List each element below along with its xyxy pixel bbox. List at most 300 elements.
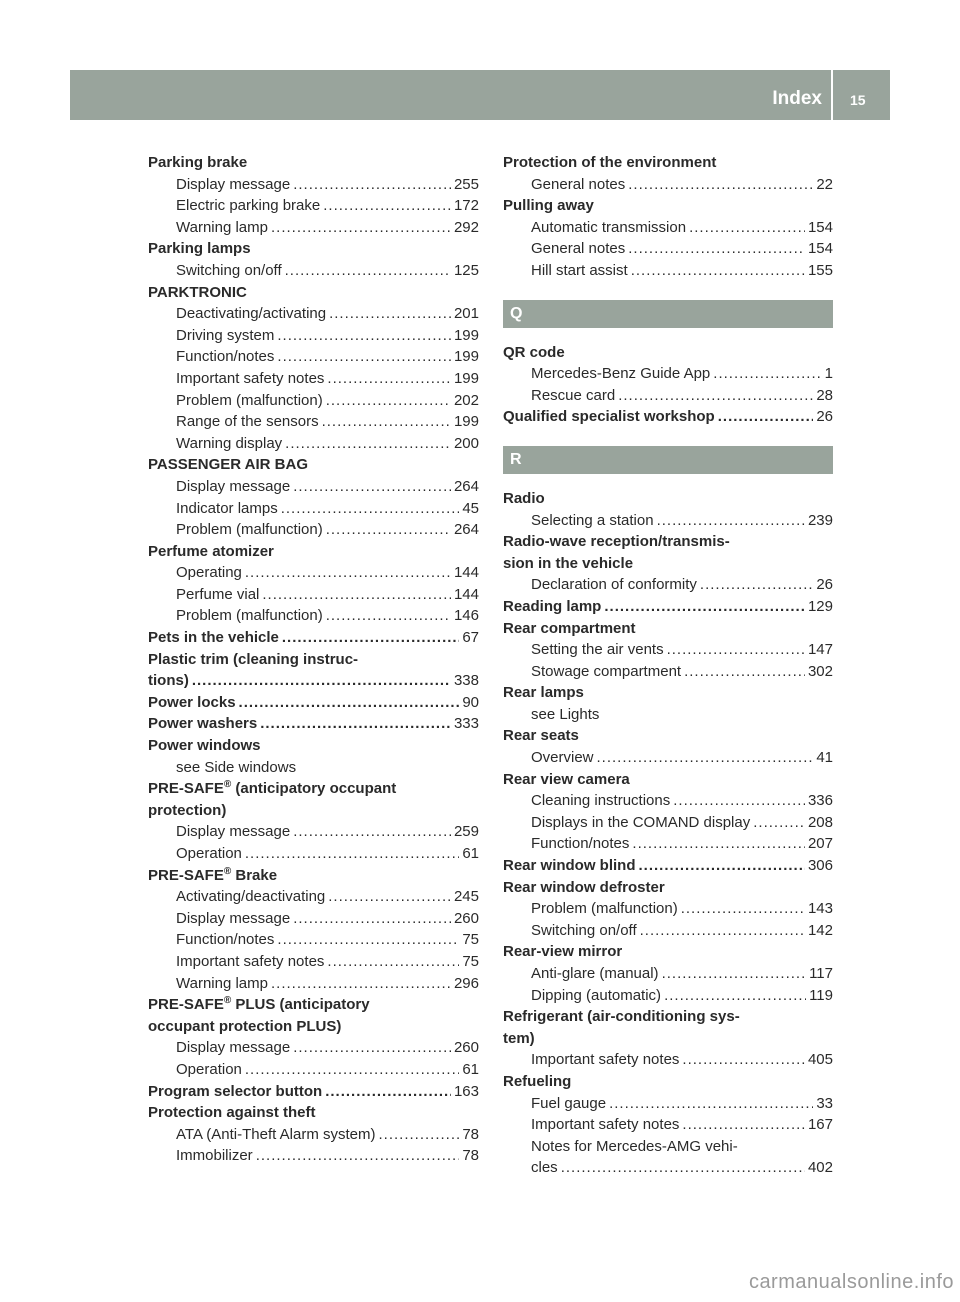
entry-text: Rear seats <box>503 727 579 745</box>
index-entry <box>503 1071 833 1093</box>
entry-label <box>148 802 226 819</box>
entry-label <box>176 1059 242 1081</box>
entry-text: tem) <box>503 1029 535 1047</box>
dot-leader <box>632 833 805 855</box>
page-ref: 338 <box>453 672 479 690</box>
entry-text: PRE-SAFE <box>148 780 224 798</box>
page-ref: 45 <box>462 499 479 517</box>
dot-leader <box>631 260 805 282</box>
entry-text: Perfume atomizer <box>148 542 274 560</box>
entry-label <box>176 1037 290 1059</box>
index-subentry <box>148 390 479 412</box>
entry-label <box>531 1138 738 1155</box>
entry-label <box>503 555 633 572</box>
entry-label <box>503 344 565 361</box>
page-ref: 208 <box>807 813 833 831</box>
page-ref: 61 <box>462 845 479 862</box>
entry-text: Protection of the environment <box>503 154 717 171</box>
index-subentry <box>503 1049 833 1071</box>
entry-text: Notes for Mercedes-AMG vehi- <box>531 1137 738 1155</box>
dot-leader <box>700 574 813 596</box>
entry-text: Driving system <box>176 326 275 344</box>
dot-leader <box>664 985 806 1007</box>
entry-text: General notes <box>531 240 626 258</box>
entry-label <box>176 390 323 412</box>
page-ref: 33 <box>816 1094 833 1112</box>
dot-leader <box>277 325 451 347</box>
entry-label <box>176 886 325 908</box>
page-ref: 199 <box>453 326 479 344</box>
page-ref: 245 <box>453 888 479 906</box>
page-ref: 146 <box>453 607 479 625</box>
entry-label <box>531 260 628 282</box>
index-subentry <box>148 217 479 239</box>
dot-leader <box>323 195 451 217</box>
entry-label <box>176 433 282 455</box>
index-subentry <box>503 747 833 769</box>
page-ref: 142 <box>807 921 833 939</box>
entry-text: Fuel gauge <box>531 1094 607 1112</box>
entry-text: Refrigerant (air-conditioning sys- <box>503 1008 740 1026</box>
entry-text: occupant protection PLUS) <box>148 1017 342 1035</box>
entry-text: Qualified specialist workshop <box>503 408 715 426</box>
entry-text: Rear window defroster <box>503 878 665 896</box>
dot-leader <box>667 639 805 661</box>
index-subentry <box>148 757 479 779</box>
entry-label <box>176 195 320 217</box>
index-entry <box>148 238 479 260</box>
page-ref: 41 <box>816 749 833 767</box>
entry-label <box>503 1030 535 1047</box>
entry-label <box>176 821 290 843</box>
entry-label <box>531 1049 679 1071</box>
entry-text: Function/notes <box>176 931 275 949</box>
entry-label <box>148 154 247 171</box>
entry-text: Pulling away <box>503 197 594 215</box>
dot-leader <box>293 908 451 930</box>
dot-leader <box>639 855 805 877</box>
entry-text: Displays in the COMAND display <box>531 813 751 831</box>
dot-leader <box>378 1124 459 1146</box>
index-subentry <box>503 963 833 985</box>
entry-label <box>148 670 189 692</box>
index-entry <box>148 778 479 800</box>
index-entry <box>148 152 479 174</box>
entry-text: Hill start assist <box>531 261 628 279</box>
dot-leader <box>618 385 813 407</box>
page-ref: 306 <box>807 857 833 875</box>
index-subentry <box>148 1037 479 1059</box>
entry-text: Warning display <box>176 434 283 452</box>
entry-label <box>176 562 242 584</box>
entry-text: ATA (Anti-Theft Alarm system) <box>176 1125 376 1143</box>
page-ref: 67 <box>462 629 479 647</box>
entry-text: Refueling <box>503 1072 572 1090</box>
dot-leader <box>239 692 460 714</box>
entry-text: Display message <box>176 175 291 193</box>
entry-text: Activating/deactivating <box>176 888 326 906</box>
index-entry <box>503 877 833 899</box>
entry-text: Function/notes <box>531 835 630 853</box>
index-subentry <box>503 920 833 942</box>
page-ref: 201 <box>453 305 479 323</box>
entry-label <box>531 238 625 260</box>
dot-leader <box>271 217 451 239</box>
index-entry <box>503 152 833 174</box>
entry-text: Anti-glare (manual) <box>531 965 659 982</box>
page-ref: 202 <box>453 391 479 409</box>
page-ref: 199 <box>453 348 479 366</box>
dot-leader <box>271 973 451 995</box>
entry-label <box>531 985 661 1007</box>
entry-text: PRE-SAFE <box>148 996 224 1014</box>
entry-text: Switching on/off <box>531 921 637 939</box>
entry-label <box>176 843 242 865</box>
index-subentry <box>503 260 833 282</box>
entry-text: Function/notes <box>176 348 275 366</box>
entry-label <box>148 240 251 257</box>
entry-text: Rescue card <box>531 386 616 404</box>
index-subentry <box>503 217 833 239</box>
entry-text: Display message <box>176 1039 291 1057</box>
entry-label <box>503 771 630 788</box>
header-separator <box>831 70 833 120</box>
dot-leader <box>326 519 451 541</box>
page-ref: 143 <box>807 900 833 918</box>
dot-leader <box>245 562 451 584</box>
entry-label <box>503 197 594 214</box>
page-ref: 22 <box>816 175 833 193</box>
dot-leader <box>673 790 805 812</box>
entry-text: Rear window blind <box>503 857 636 875</box>
entry-text: Setting the air vents <box>531 641 664 659</box>
page-ref: 125 <box>453 261 479 279</box>
dot-leader <box>245 843 459 865</box>
entry-text: Rear compartment <box>503 619 636 637</box>
registered-mark: ® <box>223 995 232 1007</box>
index-subentry <box>503 661 833 683</box>
entry-text: Important safety notes <box>176 952 325 970</box>
entry-label <box>148 1018 341 1035</box>
entry-text: Stowage compartment <box>531 662 682 680</box>
entry-text: Power washers <box>148 715 258 733</box>
entry-label <box>531 385 615 407</box>
page-ref: 28 <box>816 386 833 404</box>
entry-text: Important safety notes <box>531 1051 680 1069</box>
page-ref: 264 <box>453 521 479 539</box>
index-entry <box>503 682 833 704</box>
page-ref: 78 <box>462 1147 479 1165</box>
index-subentry <box>148 973 479 995</box>
page-ref: 147 <box>807 641 833 659</box>
dot-leader <box>262 584 451 606</box>
registered-mark: ® <box>223 779 232 791</box>
index-entry <box>503 1028 833 1050</box>
index-subentry <box>148 584 479 606</box>
index-subentry <box>503 812 833 834</box>
page-ref: 154 <box>807 240 833 258</box>
dot-leader <box>628 238 805 260</box>
index-subentry <box>148 1124 479 1146</box>
entry-label <box>531 639 664 661</box>
dot-leader <box>322 411 451 433</box>
index-subentry <box>503 574 833 596</box>
index-subentry <box>503 898 833 920</box>
index-entry <box>148 454 479 476</box>
index-entry <box>503 553 833 575</box>
entry-label <box>531 1093 606 1115</box>
entry-text: Program selector button <box>148 1082 323 1100</box>
index-subentry <box>503 1093 833 1115</box>
entry-label <box>503 490 545 507</box>
entry-label <box>531 790 670 812</box>
index-entry <box>503 488 833 510</box>
page-ref: 61 <box>462 1060 479 1078</box>
page-ref: 302 <box>807 662 833 680</box>
index-subentry <box>148 195 479 217</box>
index-entry <box>503 725 833 747</box>
entry-label <box>531 1114 679 1136</box>
dot-leader <box>285 260 451 282</box>
page-ref: 26 <box>816 408 833 426</box>
entry-label <box>176 411 319 433</box>
page-ref: 119 <box>809 986 833 1004</box>
page-ref: 260 <box>453 909 479 927</box>
index-subentry <box>503 790 833 812</box>
entry-label <box>148 996 370 1013</box>
index-entry <box>148 1102 479 1124</box>
index-entry <box>148 692 479 714</box>
page-ref: 75 <box>462 952 479 970</box>
dot-leader <box>662 963 807 985</box>
entry-text: Parking lamps <box>148 240 251 258</box>
entry-text: Switching on/off <box>176 261 282 279</box>
entry-text: Rear-view mirror <box>503 943 623 961</box>
index-subentry <box>503 385 833 407</box>
dot-leader <box>561 1157 805 1179</box>
dot-leader <box>260 713 451 735</box>
dot-leader <box>628 174 813 196</box>
entry-label <box>176 260 282 282</box>
entry-text-continued: (anticipatory occupant <box>231 780 397 798</box>
entry-label <box>503 684 584 701</box>
registered-mark: ® <box>223 865 232 877</box>
entry-text: Operation <box>176 845 242 862</box>
index-subentry <box>148 1059 479 1081</box>
index-entry <box>503 406 833 428</box>
index-entry <box>503 618 833 640</box>
entry-label <box>148 627 279 649</box>
entry-label <box>176 174 290 196</box>
index-subentry <box>503 238 833 260</box>
entry-label <box>531 574 697 596</box>
entry-label <box>148 1081 322 1103</box>
page-ref: 260 <box>453 1039 479 1057</box>
page-ref: 292 <box>453 218 479 236</box>
index-entry <box>503 195 833 217</box>
index-entry <box>503 531 833 553</box>
page-ref: 402 <box>807 1159 833 1177</box>
index-subentry <box>503 1114 833 1136</box>
entry-text: Deactivating/activating <box>176 305 327 323</box>
entry-label <box>148 737 261 754</box>
entry-text: Selecting a station <box>531 511 654 529</box>
index-subentry <box>148 605 479 627</box>
entry-text: Display message <box>176 909 291 927</box>
entry-text: Protection against theft <box>148 1104 316 1122</box>
entry-text: QR code <box>503 343 565 361</box>
page-ref: 207 <box>807 835 833 853</box>
entry-text: see Side windows <box>176 758 297 776</box>
page-ref: 144 <box>453 585 479 603</box>
entry-text: Important safety notes <box>531 1116 680 1134</box>
entry-text: Rear view camera <box>503 770 630 788</box>
index-entry <box>148 627 479 649</box>
entry-text: Important safety notes <box>176 369 325 387</box>
entry-text: see Lights <box>531 705 600 723</box>
dot-leader <box>604 596 805 618</box>
entry-text: General notes <box>531 175 626 193</box>
dot-leader <box>597 747 814 769</box>
entry-text: Cleaning instructions <box>531 792 671 810</box>
entry-text: Parking brake <box>148 154 248 171</box>
index-subentry <box>148 908 479 930</box>
entry-text: Declaration of conformity <box>531 576 697 594</box>
entry-label <box>148 543 274 560</box>
dot-leader <box>328 886 451 908</box>
index-subentry <box>148 951 479 973</box>
entry-label <box>176 368 324 390</box>
entry-text: Indicator lamps <box>176 499 278 517</box>
entry-label <box>531 898 678 920</box>
index-subentry <box>503 985 833 1007</box>
entry-text: tions) <box>148 672 189 690</box>
entry-text: Immobilizer <box>176 1147 253 1165</box>
entry-text: Radio <box>503 489 545 507</box>
entry-label <box>503 727 579 744</box>
entry-label <box>148 780 396 797</box>
entry-label <box>176 346 274 368</box>
dot-leader <box>325 1081 451 1103</box>
index-subentry <box>148 174 479 196</box>
page-ref: 163 <box>453 1082 479 1100</box>
dot-leader <box>327 951 459 973</box>
entry-label <box>531 920 637 942</box>
dot-leader <box>326 390 451 412</box>
dot-leader <box>682 1049 805 1071</box>
entry-label <box>531 363 710 385</box>
entry-label <box>531 1157 558 1179</box>
entry-label <box>531 706 599 723</box>
entry-label <box>148 651 358 668</box>
dot-leader <box>329 303 451 325</box>
entry-label <box>503 596 601 618</box>
index-entry <box>148 713 479 735</box>
index-subentry <box>503 1136 833 1158</box>
entry-label <box>503 855 636 877</box>
page-ref: 167 <box>807 1116 833 1134</box>
dot-leader <box>609 1093 813 1115</box>
entry-text: PRE-SAFE <box>148 866 224 884</box>
entry-text: Display message <box>176 823 291 841</box>
page-ref: 155 <box>807 261 833 279</box>
index-entry <box>148 649 479 671</box>
index-entry <box>148 865 479 887</box>
entry-text: Plastic trim (cleaning instruc- <box>148 650 359 668</box>
page-ref: 154 <box>807 218 833 236</box>
page-ref: 75 <box>462 931 479 949</box>
index-entry <box>148 800 479 822</box>
index-subentry <box>148 476 479 498</box>
entry-label <box>176 303 326 325</box>
dot-leader <box>657 510 805 532</box>
entry-text: Pets in the vehicle <box>148 629 279 647</box>
page-ref: 200 <box>453 434 479 452</box>
index-subentry <box>148 303 479 325</box>
page-ref: 90 <box>462 693 479 711</box>
entry-label <box>176 1145 253 1167</box>
section-letter-r: R <box>503 446 833 474</box>
dot-leader <box>293 1037 451 1059</box>
entry-label <box>531 963 659 985</box>
entry-label <box>503 154 716 171</box>
entry-text: Display message <box>176 477 291 495</box>
entry-text: Reading lamp <box>503 597 602 615</box>
index-subentry <box>148 519 479 541</box>
dot-leader <box>753 812 805 834</box>
entry-label <box>531 661 681 683</box>
index-entry <box>503 342 833 364</box>
entry-label <box>531 217 686 239</box>
index-subentry <box>148 498 479 520</box>
entry-text: Dipping (automatic) <box>531 986 662 1004</box>
index-subentry <box>148 346 479 368</box>
page-number: 15 <box>850 92 866 108</box>
entry-text: Problem (malfunction) <box>176 391 323 409</box>
index-entry <box>503 596 833 618</box>
entry-label <box>176 973 268 995</box>
entry-label <box>503 1073 571 1090</box>
entry-label <box>148 713 257 735</box>
index-subentry <box>503 1157 833 1179</box>
entry-label <box>503 406 715 428</box>
dot-leader <box>281 498 460 520</box>
index-subentry <box>503 174 833 196</box>
entry-label <box>148 867 277 884</box>
entry-text: Rear lamps <box>503 684 584 702</box>
entry-text-continued: Brake <box>231 866 278 884</box>
dot-leader <box>256 1145 460 1167</box>
entry-text: Perfume vial <box>176 585 260 603</box>
index-entry <box>503 769 833 791</box>
entry-label <box>503 879 665 896</box>
entry-label <box>531 747 594 769</box>
dot-leader <box>718 406 814 428</box>
entry-label <box>503 533 730 550</box>
index-entry <box>503 1006 833 1028</box>
index-entry <box>148 282 479 304</box>
index-subentry <box>503 363 833 385</box>
index-subentry <box>148 433 479 455</box>
index-subentry <box>148 411 479 433</box>
index-entry <box>503 941 833 963</box>
entry-label <box>503 620 636 637</box>
index-entry <box>148 670 479 692</box>
dot-leader <box>327 368 451 390</box>
index-subentry <box>148 260 479 282</box>
page-ref: 239 <box>807 511 833 529</box>
dot-leader <box>640 920 805 942</box>
